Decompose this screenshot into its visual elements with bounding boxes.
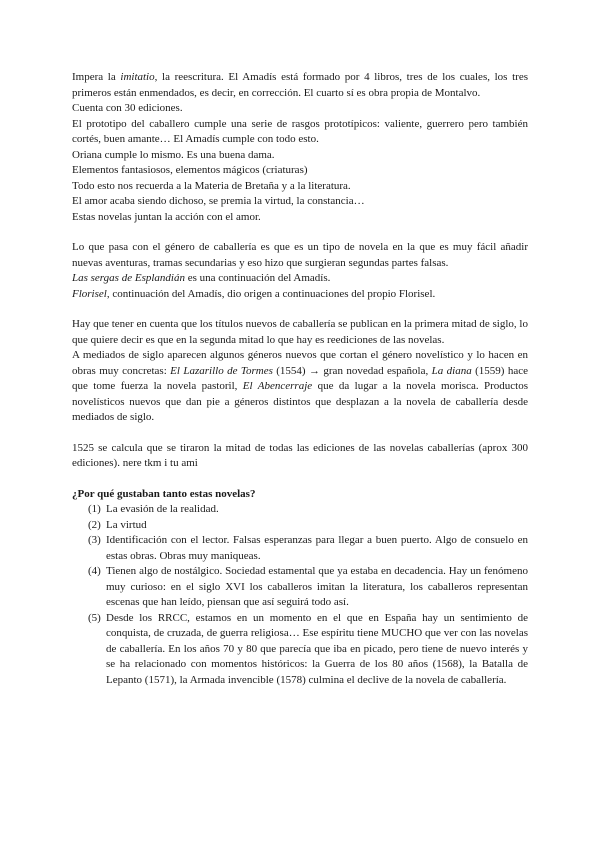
list-item xyxy=(72,502,528,518)
spacer xyxy=(72,225,528,240)
emphasis-lazarillo: El Lazarillo de Tormes xyxy=(170,364,273,377)
list-item xyxy=(72,533,528,564)
paragraph-imitatio xyxy=(72,70,528,101)
list-number: (2) xyxy=(88,518,101,531)
paragraph-1525: 1525 se calcula que se tiraron la mitad de todas las ediciones de las novelas caballerías (aprox 300 ediciones). nere tkm i tu ami xyxy=(72,441,528,469)
list-number: (5) xyxy=(88,611,101,624)
list-item xyxy=(72,611,528,689)
text-run: Impera la xyxy=(72,71,121,83)
line-fantasy: Elementos fantasiosos, elementos mágicos (criaturas) xyxy=(72,164,308,176)
spacer xyxy=(72,302,528,317)
text-run: (1559) hace que tome fuerza la novela pastoril, xyxy=(72,364,528,392)
line-editions: Cuenta con 30 ediciones. xyxy=(72,102,183,114)
list-number: (3) xyxy=(88,534,101,546)
text-run: A mediados de siglo aparecen algunos géneros nuevos que cortan el género novelístico y lo hacen en obras muy concretas: xyxy=(72,349,528,377)
reasons-list xyxy=(72,502,528,688)
line-action-love: Estas novelas juntan la acción con el amor. xyxy=(72,210,261,223)
emphasis-abencerraje: El Abencerraje xyxy=(242,380,313,392)
list-text: Tienen algo de nostálgico. Sociedad estamental que ya estaba en decadencia. Hay un fenómeno muy curioso: en el siglo XVI los caballeros imitan la literatura, los caballeros representan escenas que han leído, piensan que así seguirá todo así. xyxy=(106,565,528,608)
text-run: es una continuación del Amadís. xyxy=(184,272,331,284)
spacer xyxy=(72,472,528,487)
spacer xyxy=(72,426,528,441)
list-text: Desde los RRCC, estamos en un momento en el que en España hay un sentimiento de conquista, de cruzada, de guerra religiosa… Ese espíritu tiene MUCHO que ver con las novelas de caballería. En los años 70 y 80 que parecía que iba en picado, pero tiene de nuevo interés y se ha relacionado con momentos históricos: la Guerra de los 80 años (1568), la Batalla de Lepanto (1571), la Armada invencible (1578) culmina el declive de la novela de caballería. xyxy=(106,611,528,686)
paragraph-first-half: Hay que tener en cuenta que los títulos nuevos de caballería se publican en la primera mitad de siglo, lo que quiere decir es que en la segunda mitad lo que hay es reediciones de las novelas. xyxy=(72,318,528,346)
list-text: La evasión de la realidad. xyxy=(106,503,219,515)
emphasis-imitatio: imitatio xyxy=(120,71,155,83)
list-number: (4) xyxy=(88,565,101,577)
paragraph-florisel xyxy=(72,287,528,303)
emphasis-esplandian: Las sergas de Esplandián xyxy=(72,272,185,284)
list-item xyxy=(72,564,528,611)
line-oriana: Oriana cumple lo mismo. Es una buena dama. xyxy=(72,148,275,161)
paragraph-new-genres xyxy=(72,348,528,426)
paragraph-esplandian xyxy=(72,271,528,287)
paragraph-sequels: Lo que pasa con el género de caballería es que es un tipo de novela en la que es muy fácil añadir nuevas aventuras, tramas secundarias y eso hizo que surgieran segundas partes falsas. xyxy=(72,241,528,269)
text-run: , la reescritura. El Amadís está formado por 4 libros, tres de los cuales, los tres primeros están enmendados, es decir, en corrección. El cuarto sí es obra propia de Montalvo. xyxy=(72,71,528,99)
emphasis-diana: La diana xyxy=(431,364,472,377)
line-love: El amor acaba siendo dichoso, se premia la virtud, la constancia… xyxy=(72,195,365,207)
text-run: (1554) → gran novedad española, xyxy=(272,364,432,377)
line-prototype: El prototipo del caballero cumple una serie de rasgos prototípicos: valiente, guerrero pero también cortés, buen amante… El Amadís cumple con todo esto. xyxy=(72,117,528,145)
line-bretana: Todo esto nos recuerda a la Materia de Bretaña y a la literatura. xyxy=(72,179,351,192)
list-text: Identificación con el lector. Falsas esperanzas para llegar a buen puerto. Algo de consuelo en estas obras. Obras muy maniqueas. xyxy=(106,534,528,562)
list-text: La virtud xyxy=(106,518,147,531)
section-heading: ¿Por qué gustaban tanto estas novelas? xyxy=(72,487,256,500)
list-number: (1) xyxy=(88,503,101,515)
document-page xyxy=(72,70,528,688)
text-run: que da lugar a la novela morisca. Productos novelísticos nuevos que dan pie a géneros distintos que desplazan a la novela de caballería desde mediados de siglo. xyxy=(72,380,528,423)
list-item xyxy=(72,518,528,534)
text-run: , continuación del Amadís, dio origen a continuaciones del propio Florisel. xyxy=(106,287,436,300)
emphasis-florisel: Florisel xyxy=(72,287,107,300)
